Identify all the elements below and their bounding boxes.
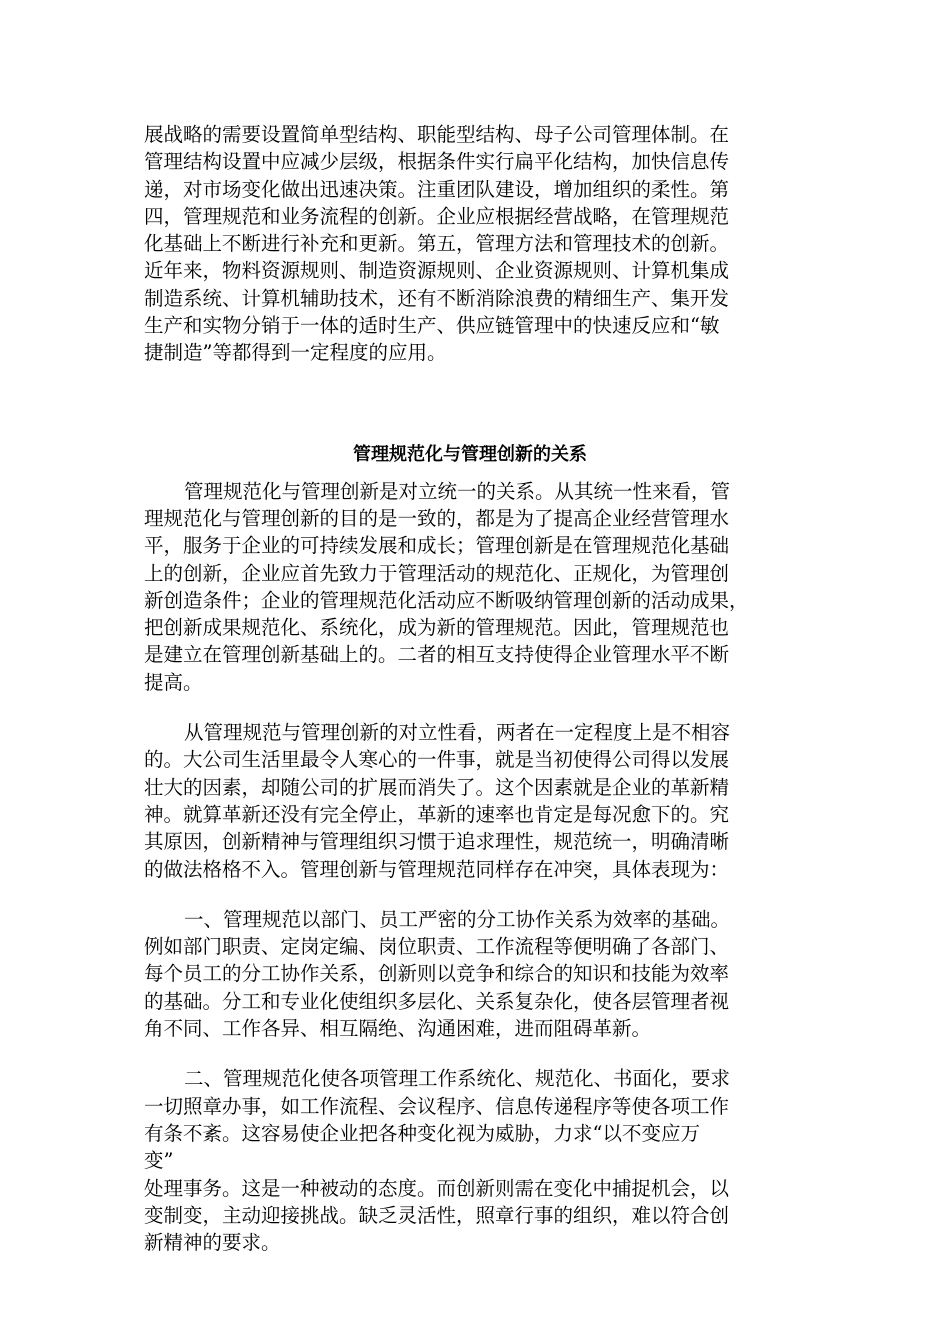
paragraph-4 <box>144 1065 796 1256</box>
text-line: 生产和实物分销于一体的适时生产、供应链管理中的快速反应和“敏 <box>144 314 720 338</box>
text-line: 的做法格格不入。管理创新与管理规范同样存在冲突，具体表现为： <box>144 857 730 881</box>
text-line: 新创造条件；企业的管理规范化活动应不断吸纳管理创新的活动成果， <box>144 588 749 612</box>
text-line: 一、管理规范以部门、员工严密的分工协作关系为效率的基础。 <box>184 907 731 931</box>
text-line: 管理结构设置中应减少层级，根据条件实行扁平化结构，加快信息传 <box>144 150 730 174</box>
text-line: 是建立在管理创新基础上的。二者的相互支持使得企业管理水平不断 <box>144 643 730 667</box>
text-line: 展战略的需要设置简单型结构、职能型结构、母子公司管理体制。在 <box>144 123 730 146</box>
text-line: 理规范化与管理创新的目的是一致的，都是为了提高企业经营管理水 <box>144 506 730 530</box>
text-line: 的。大公司生活里最令人寒心的一件事，就是当初使得公司得以发展 <box>144 748 730 772</box>
text-line: 的基础。分工和专业化使组织多层化、关系复杂化，使各层管理者视 <box>144 989 730 1013</box>
paragraph-2 <box>144 719 796 883</box>
text-line: 平，服务于企业的可持续发展和成长；管理创新是在管理规范化基础 <box>144 534 730 558</box>
text-line: 四，管理规范和业务流程的创新。企业应根据经营战略，在管理规范 <box>144 204 730 228</box>
paragraph-3 <box>144 906 796 1042</box>
text-line: 壮大的因素，却随公司的扩展而消失了。这个因素就是企业的革新精 <box>144 775 730 799</box>
text-line: 制造系统、计算机辅助技术，还有不断消除浪费的精细生产、集开发 <box>144 286 730 310</box>
text-line: 上的创新，企业应首先致力于管理活动的规范化、正规化，为管理创 <box>144 561 730 585</box>
intro-paragraph <box>144 121 796 367</box>
text-line: 提高。 <box>144 670 203 694</box>
text-line: 管理规范化与管理创新是对立统一的关系。从其统一性来看，管 <box>184 479 731 503</box>
text-line: 二、管理规范化使各项管理工作系统化、规范化、书面化，要求 <box>184 1067 731 1091</box>
text-line: 一切照章办事，如工作流程、会议程序、信息传递程序等使各项工作 <box>144 1094 730 1118</box>
text-line: 例如部门职责、定岗定编、岗位职责、工作流程等便明确了各部门、 <box>144 935 730 959</box>
text-line: 捷制造”等都得到一定程度的应用。 <box>144 341 447 365</box>
text-line: 化基础上不断进行补充和更新。第五，管理方法和管理技术的创新。 <box>144 232 730 256</box>
text-line: 处理事务。这是一种被动的态度。而创新则需在变化中捕捉机会，以 <box>144 1176 730 1200</box>
document-page <box>144 121 796 1256</box>
text-line: 新精神的要求。 <box>144 1231 281 1255</box>
text-line: 递，对市场变化做出迅速决策。注重团队建设，增加组织的柔性。第 <box>144 177 730 201</box>
text-line: 变” <box>144 1149 174 1173</box>
text-line: 角不同、工作各异、相互隔绝、沟通困难，进而阻碍革新。 <box>144 1017 652 1041</box>
section-heading: 管理规范化与管理创新的关系 <box>353 443 587 465</box>
text-line: 其原因，创新精神与管理组织习惯于追求理性，规范统一，明确清晰 <box>144 830 730 854</box>
text-line: 近年来，物料资源规则、制造资源规则、企业资源规则、计算机集成 <box>144 259 730 283</box>
text-line: 变制变，主动迎接挑战。缺乏灵活性，照章行事的组织，难以符合创 <box>144 1203 730 1227</box>
text-line: 从管理规范与管理创新的对立性看，两者在一定程度上是不相容 <box>184 721 731 745</box>
text-line: 把创新成果规范化、系统化，成为新的管理规范。因此，管理规范也 <box>144 616 730 640</box>
text-line: 有条不紊。这容易使企业把各种变化视为威胁，力求“以不变应万 <box>144 1121 700 1145</box>
paragraph-1 <box>144 478 796 696</box>
text-line: 神。就算革新还没有完全停止，革新的速率也肯定是每况愈下的。究 <box>144 802 730 826</box>
text-line: 每个员工的分工协作关系，创新则以竞争和综合的知识和技能为效率 <box>144 962 730 986</box>
